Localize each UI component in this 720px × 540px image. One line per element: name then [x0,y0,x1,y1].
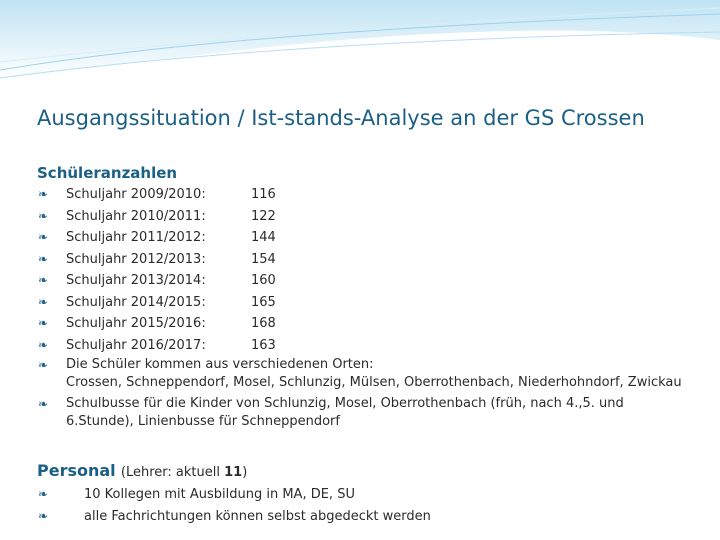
buses-text: Schulbusse für die Kinder von Schlunzig, Mosel, Oberrothenbach (früh, nach 4.,5. und 6.Stunde), Linienbusse für Schneppendorf [66,396,624,429]
bullet-icon: ❧ [38,294,49,309]
bullet-icon: ❧ [38,397,49,411]
origins-intro: Die Schüler kommen aus verschiedenen Orten: [66,357,374,372]
bullet-icon: ❧ [38,316,49,330]
staff-heading-label: Personal [37,461,116,480]
bullet-icon: ❧ [38,508,49,523]
list-item-origins [0,356,686,392]
students-list [0,184,686,434]
list-item: ❧ 10 Kollegen mit Ausbildung in MA, DE, SU [0,484,704,506]
header-decoration [0,0,720,110]
bullet-icon: ❧ [38,208,49,223]
list-item: ❧ Schuljahr 2009/2010: 116 [0,184,686,206]
staff-list [0,484,704,527]
students-heading: Schüleranzahlen [37,164,178,182]
list-item: ❧ Schuljahr 2016/2017: 163 [0,335,686,357]
bullet-icon: ❧ [38,273,49,287]
list-item: ❧ Schuljahr 2010/2011: 122 [0,206,686,228]
list-item-buses [0,395,686,431]
staff-heading [37,461,247,480]
list-item: ❧ Schuljahr 2011/2012: 144 [0,227,686,249]
list-item: ❧ alle Fachrichtungen können selbst abgedeckt werden [0,506,704,528]
origins-places: Crossen, Schneppendorf, Mosel, Schlunzig, Mülsen, Oberrothenbach, Niederhohndorf, Zwickau [66,375,682,390]
page-title: Ausgangssituation / Ist-stands-Analyse an der GS Crossen [37,106,645,130]
bullet-icon: ❧ [38,230,49,244]
bullet-icon: ❧ [38,358,49,372]
list-item: ❧ Schuljahr 2012/2013: 154 [0,249,686,271]
staff-note: (Lehrer: aktuell 11) [120,465,248,480]
bullet-icon: ❧ [38,487,49,501]
list-item: ❧ Schuljahr 2014/2015: 165 [0,292,686,314]
bullet-icon: ❧ [38,187,49,201]
bullet-icon: ❧ [38,251,49,266]
list-item: ❧ Schuljahr 2015/2016: 168 [0,313,686,335]
bullet-icon: ❧ [38,337,49,352]
list-item: ❧ Schuljahr 2013/2014: 160 [0,270,686,292]
